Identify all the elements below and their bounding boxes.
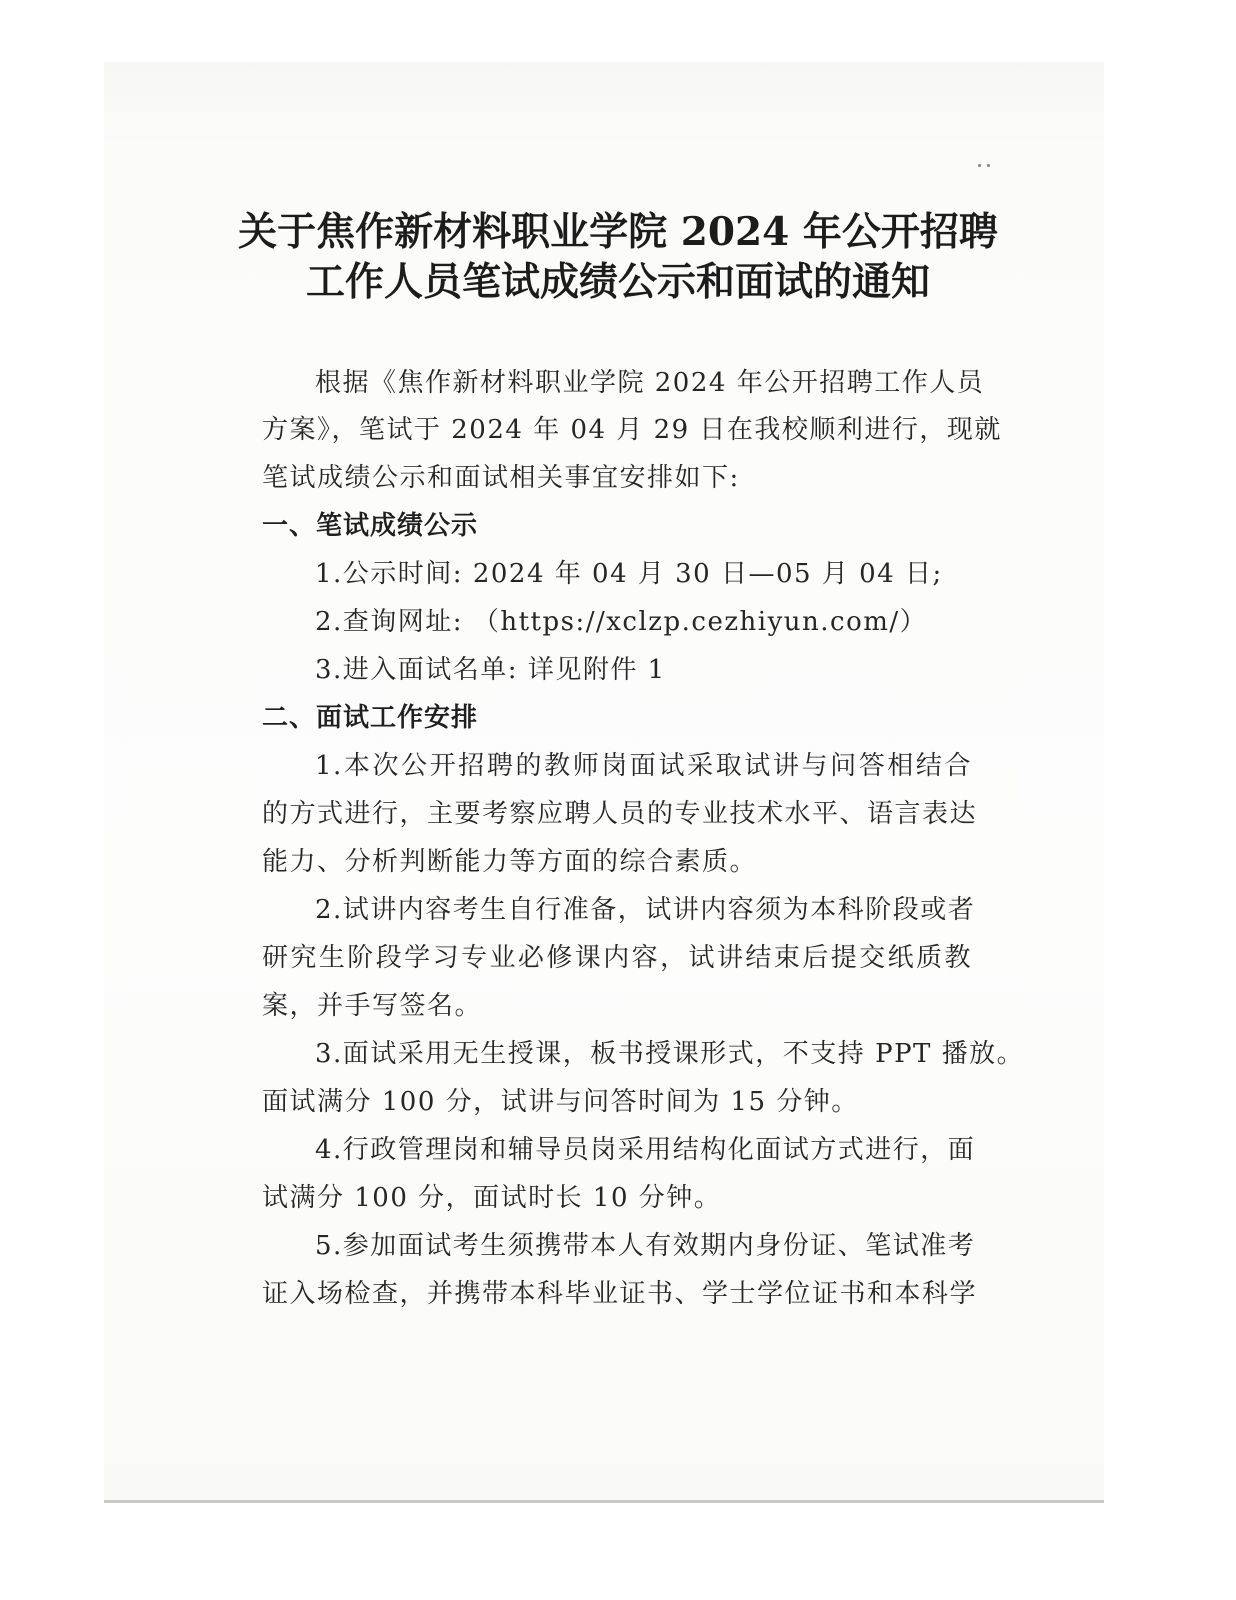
- section-2-item-5-line-1: 5.参加面试考生须携带本人有效期内身份证、笔试准考: [315, 1231, 976, 1261]
- section-1-item-2: 2.查询网址: （https://xclzp.cezhiyun.com/）: [315, 607, 928, 637]
- section-2-item-4-line-2: 试满分 100 分，面试时长 10 分钟。: [262, 1183, 722, 1213]
- section-2-item-3-line-2: 面试满分 100 分，试讲与问答时间为 15 分钟。: [262, 1087, 859, 1117]
- section-2-item-1-line-2: 的方式进行，主要考察应聘人员的专业技术水平、语言表达: [262, 799, 978, 829]
- section-1-heading: 一、笔试成绩公示: [262, 511, 479, 541]
- section-2-item-2-line-3: 案，并手写签名。: [262, 991, 483, 1021]
- intro-line-3: 笔试成绩公示和面试相关事宜安排如下:: [262, 463, 740, 493]
- intro-line-2: 方案》，笔试于 2024 年 04 月 29 日在我校顺利进行，现就: [262, 415, 1002, 445]
- scan-specks: [978, 154, 1002, 160]
- paper-bottom-edge: [104, 1500, 1104, 1503]
- notice-title-line-2: 工作人员笔试成绩公示和面试的通知: [305, 259, 930, 305]
- section-2-item-3-line-1: 3.面试采用无生授课，板书授课形式，不支持 PPT 播放。: [315, 1039, 1025, 1069]
- section-2-item-2-line-1: 2.试讲内容考生自行准备，试讲内容须为本科阶段或者: [315, 895, 976, 925]
- section-1-item-3: 3.进入面试名单: 详见附件 1: [315, 655, 666, 685]
- section-2-item-2-line-2: 研究生阶段学习专业必修课内容，试讲结束后提交纸质教: [262, 943, 972, 973]
- section-2-item-1-line-3: 能力、分析判断能力等方面的综合素质。: [262, 847, 758, 877]
- section-2-heading: 二、面试工作安排: [262, 703, 479, 733]
- section-2-item-1-line-1: 1.本次公开招聘的教师岗面试采取试讲与问答相结合: [315, 751, 972, 781]
- section-2-item-4-line-1: 4.行政管理岗和辅导员岗采用结构化面试方式进行，面: [315, 1135, 976, 1165]
- intro-line-1: 根据《焦作新材料职业学院 2024 年公开招聘工作人员: [315, 368, 985, 398]
- notice-title-line-1: 关于焦作新材料职业学院 2024 年公开招聘: [238, 209, 998, 255]
- section-2-item-5-line-2: 证入场检查，并携带本科毕业证书、学士学位证书和本科学: [262, 1279, 978, 1309]
- section-1-item-1: 1.公示时间: 2024 年 04 月 30 日—05 月 04 日;: [315, 559, 943, 589]
